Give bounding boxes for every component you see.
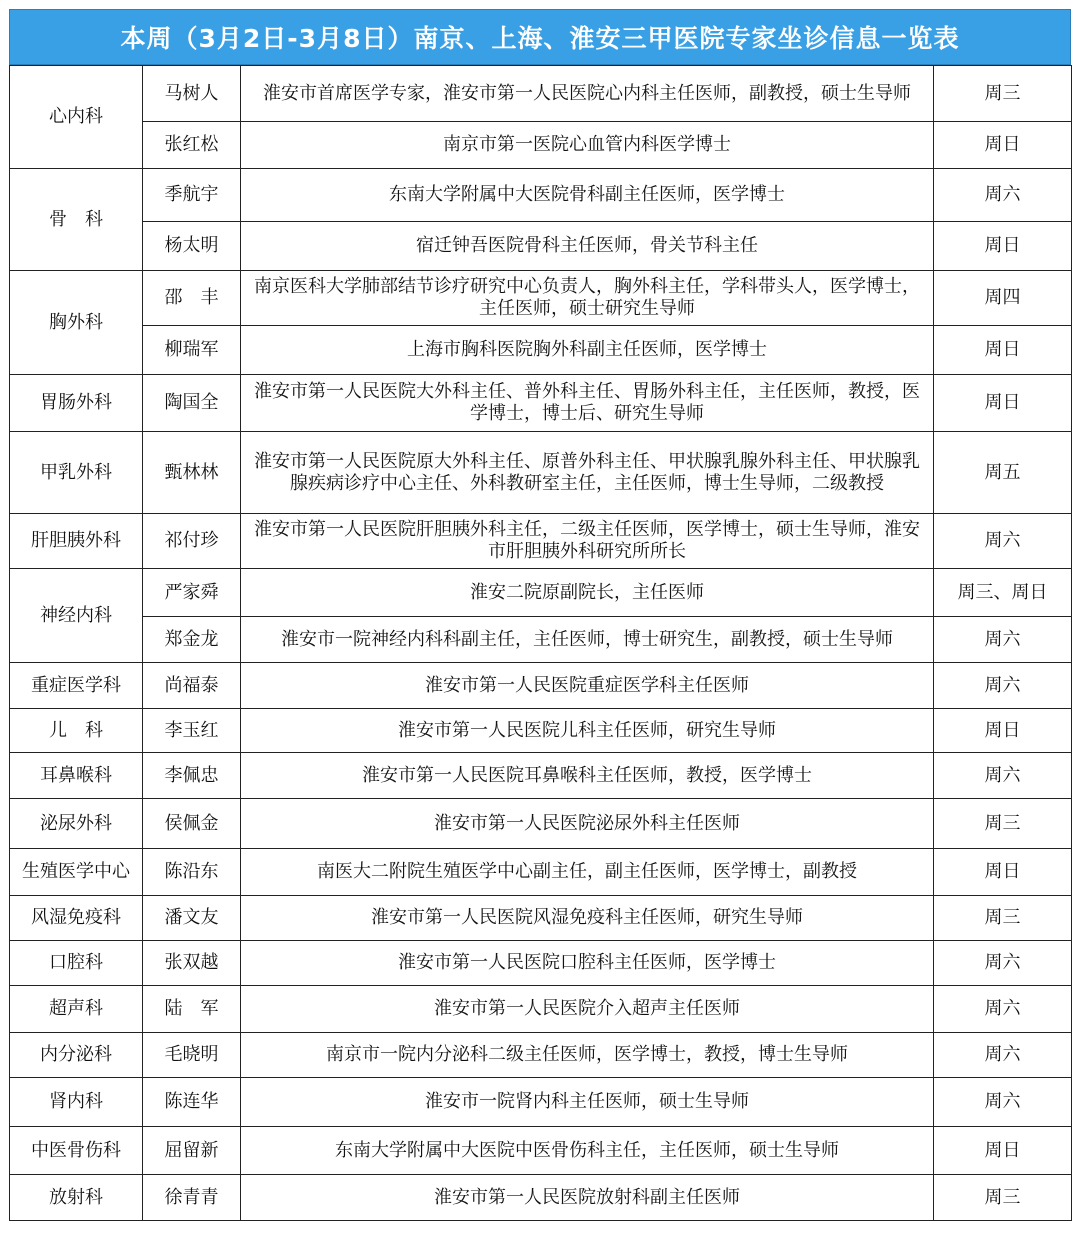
- doctor-name-cell: 侯佩金: [143, 799, 241, 849]
- department-cell: 泌尿外科: [10, 799, 143, 849]
- clinic-day-cell: 周四: [934, 271, 1072, 326]
- doctor-name-cell: 马树人: [143, 66, 241, 122]
- table-row: [10, 799, 1072, 849]
- doctor-description-cell: 东南大学附属中大医院骨科副主任医师，医学博士: [241, 169, 934, 222]
- doctor-name-cell: 屈留新: [143, 1127, 241, 1175]
- clinic-day-cell: 周六: [934, 1078, 1072, 1127]
- doctor-description-cell: 淮安市第一人民医院肝胆胰外科主任，二级主任医师，医学博士，硕士生导师，淮安市肝胆胰外科研究所所长: [241, 514, 934, 569]
- department-cell: 心内科: [10, 66, 143, 169]
- table-row: [10, 1175, 1072, 1221]
- doctor-description-cell: 南京市一院内分泌科二级主任医师，医学博士，教授，博士生导师: [241, 1033, 934, 1078]
- doctor-description-cell: 淮安市第一人民医院儿科主任医师，研究生导师: [241, 709, 934, 753]
- clinic-day-cell: 周六: [934, 169, 1072, 222]
- doctor-description-cell: 淮安市第一人民医院重症医学科主任医师: [241, 663, 934, 709]
- doctor-name-cell: 郑金龙: [143, 617, 241, 663]
- doctor-name-cell: 张双越: [143, 941, 241, 986]
- table-row: [10, 1033, 1072, 1078]
- doctor-description-cell: 淮安市第一人民医院原大外科主任、原普外科主任、甲状腺乳腺外科主任、甲状腺乳腺疾病诊疗中心主任、外科教研室主任，主任医师，博士生导师，二级教授: [241, 432, 934, 514]
- table-row: [10, 1127, 1072, 1175]
- table-row: [10, 66, 1072, 122]
- doctor-name-cell: 尚福泰: [143, 663, 241, 709]
- table-row: [10, 753, 1072, 799]
- doctor-description-cell: 南京市第一医院心血管内科医学博士: [241, 122, 934, 169]
- table-row: [10, 849, 1072, 896]
- clinic-day-cell: 周日: [934, 375, 1072, 432]
- clinic-day-cell: 周三: [934, 1175, 1072, 1221]
- doctor-name-cell: 邵 丰: [143, 271, 241, 326]
- clinic-day-cell: 周日: [934, 849, 1072, 896]
- doctor-description-cell: 淮安市一院神经内科科副主任，主任医师，博士研究生，副教授，硕士生导师: [241, 617, 934, 663]
- table-row: [10, 375, 1072, 432]
- department-cell: 中医骨伤科: [10, 1127, 143, 1175]
- doctor-description-cell: 淮安市第一人民医院泌尿外科主任医师: [241, 799, 934, 849]
- table-row: [10, 663, 1072, 709]
- department-cell: 生殖医学中心: [10, 849, 143, 896]
- doctor-name-cell: 季航宇: [143, 169, 241, 222]
- clinic-day-cell: 周日: [934, 326, 1072, 375]
- table-row: [10, 514, 1072, 569]
- table-row: [10, 896, 1072, 941]
- clinic-day-cell: 周五: [934, 432, 1072, 514]
- clinic-day-cell: 周六: [934, 753, 1072, 799]
- department-cell: 神经内科: [10, 569, 143, 663]
- department-cell: 风湿免疫科: [10, 896, 143, 941]
- doctor-name-cell: 陆 军: [143, 986, 241, 1033]
- doctor-description-cell: 淮安市第一人民医院口腔科主任医师，医学博士: [241, 941, 934, 986]
- doctor-description-cell: 南医大二附院生殖医学中心副主任，副主任医师，医学博士，副教授: [241, 849, 934, 896]
- clinic-day-cell: 周六: [934, 941, 1072, 986]
- clinic-day-cell: 周六: [934, 514, 1072, 569]
- doctor-description-cell: 淮安市一院肾内科主任医师，硕士生导师: [241, 1078, 934, 1127]
- doctor-description-cell: 东南大学附属中大医院中医骨伤科主任，主任医师，硕士生导师: [241, 1127, 934, 1175]
- doctor-name-cell: 陶国全: [143, 375, 241, 432]
- doctor-description-cell: 淮安市第一人民医院放射科副主任医师: [241, 1175, 934, 1221]
- doctor-name-cell: 甄林林: [143, 432, 241, 514]
- table-row: [10, 326, 1072, 375]
- doctor-name-cell: 张红松: [143, 122, 241, 169]
- department-cell: 内分泌科: [10, 1033, 143, 1078]
- schedule-table-body: [10, 66, 1072, 1221]
- table-row: [10, 432, 1072, 514]
- clinic-day-cell: 周三: [934, 66, 1072, 122]
- department-cell: 胃肠外科: [10, 375, 143, 432]
- clinic-day-cell: 周三: [934, 799, 1072, 849]
- doctor-name-cell: 李玉红: [143, 709, 241, 753]
- expert-schedule-table: [9, 65, 1072, 1221]
- department-cell: 口腔科: [10, 941, 143, 986]
- department-cell: 超声科: [10, 986, 143, 1033]
- clinic-day-cell: 周日: [934, 122, 1072, 169]
- department-cell: 甲乳外科: [10, 432, 143, 514]
- clinic-day-cell: 周六: [934, 1033, 1072, 1078]
- clinic-day-cell: 周日: [934, 222, 1072, 271]
- doctor-name-cell: 柳瑞军: [143, 326, 241, 375]
- table-title: 本周（3月2日-3月8日）南京、上海、淮安三甲医院专家坐诊信息一览表: [9, 9, 1071, 65]
- doctor-description-cell: 宿迁钟吾医院骨科主任医师，骨关节科主任: [241, 222, 934, 271]
- doctor-name-cell: 祁付珍: [143, 514, 241, 569]
- clinic-day-cell: 周三: [934, 896, 1072, 941]
- clinic-day-cell: 周日: [934, 709, 1072, 753]
- department-cell: 肾内科: [10, 1078, 143, 1127]
- doctor-name-cell: 陈连华: [143, 1078, 241, 1127]
- doctor-name-cell: 毛晓明: [143, 1033, 241, 1078]
- table-row: [10, 986, 1072, 1033]
- table-row: [10, 617, 1072, 663]
- doctor-description-cell: 淮安市第一人民医院介入超声主任医师: [241, 986, 934, 1033]
- table-row: [10, 1078, 1072, 1127]
- doctor-description-cell: 淮安市第一人民医院耳鼻喉科主任医师，教授，医学博士: [241, 753, 934, 799]
- table-row: [10, 709, 1072, 753]
- department-cell: 胸外科: [10, 271, 143, 375]
- clinic-day-cell: 周日: [934, 1127, 1072, 1175]
- department-cell: 放射科: [10, 1175, 143, 1221]
- doctor-name-cell: 杨太明: [143, 222, 241, 271]
- doctor-name-cell: 李佩忠: [143, 753, 241, 799]
- doctor-description-cell: 淮安市首席医学专家，淮安市第一人民医院心内科主任医师，副教授，硕士生导师: [241, 66, 934, 122]
- doctor-name-cell: 徐青青: [143, 1175, 241, 1221]
- department-cell: 儿 科: [10, 709, 143, 753]
- department-cell: 耳鼻喉科: [10, 753, 143, 799]
- doctor-name-cell: 潘文友: [143, 896, 241, 941]
- clinic-day-cell: 周六: [934, 986, 1072, 1033]
- doctor-description-cell: 南京医科大学肺部结节诊疗研究中心负责人，胸外科主任，学科带头人，医学博士，主任医师，硕士研究生导师: [241, 271, 934, 326]
- doctor-description-cell: 淮安二院原副院长，主任医师: [241, 569, 934, 617]
- table-row: [10, 169, 1072, 222]
- clinic-day-cell: 周六: [934, 663, 1072, 709]
- doctor-name-cell: 严家舜: [143, 569, 241, 617]
- doctor-description-cell: 淮安市第一人民医院大外科主任、普外科主任、胃肠外科主任，主任医师，教授，医学博士，博士后、研究生导师: [241, 375, 934, 432]
- table-row: [10, 941, 1072, 986]
- doctor-description-cell: 上海市胸科医院胸外科副主任医师，医学博士: [241, 326, 934, 375]
- doctor-name-cell: 陈沿东: [143, 849, 241, 896]
- clinic-day-cell: 周六: [934, 617, 1072, 663]
- table-row: [10, 122, 1072, 169]
- clinic-day-cell: 周三、周日: [934, 569, 1072, 617]
- department-cell: 骨 科: [10, 169, 143, 271]
- department-cell: 肝胆胰外科: [10, 514, 143, 569]
- table-row: [10, 271, 1072, 326]
- table-row: [10, 569, 1072, 617]
- table-row: [10, 222, 1072, 271]
- department-cell: 重症医学科: [10, 663, 143, 709]
- doctor-description-cell: 淮安市第一人民医院风湿免疫科主任医师，研究生导师: [241, 896, 934, 941]
